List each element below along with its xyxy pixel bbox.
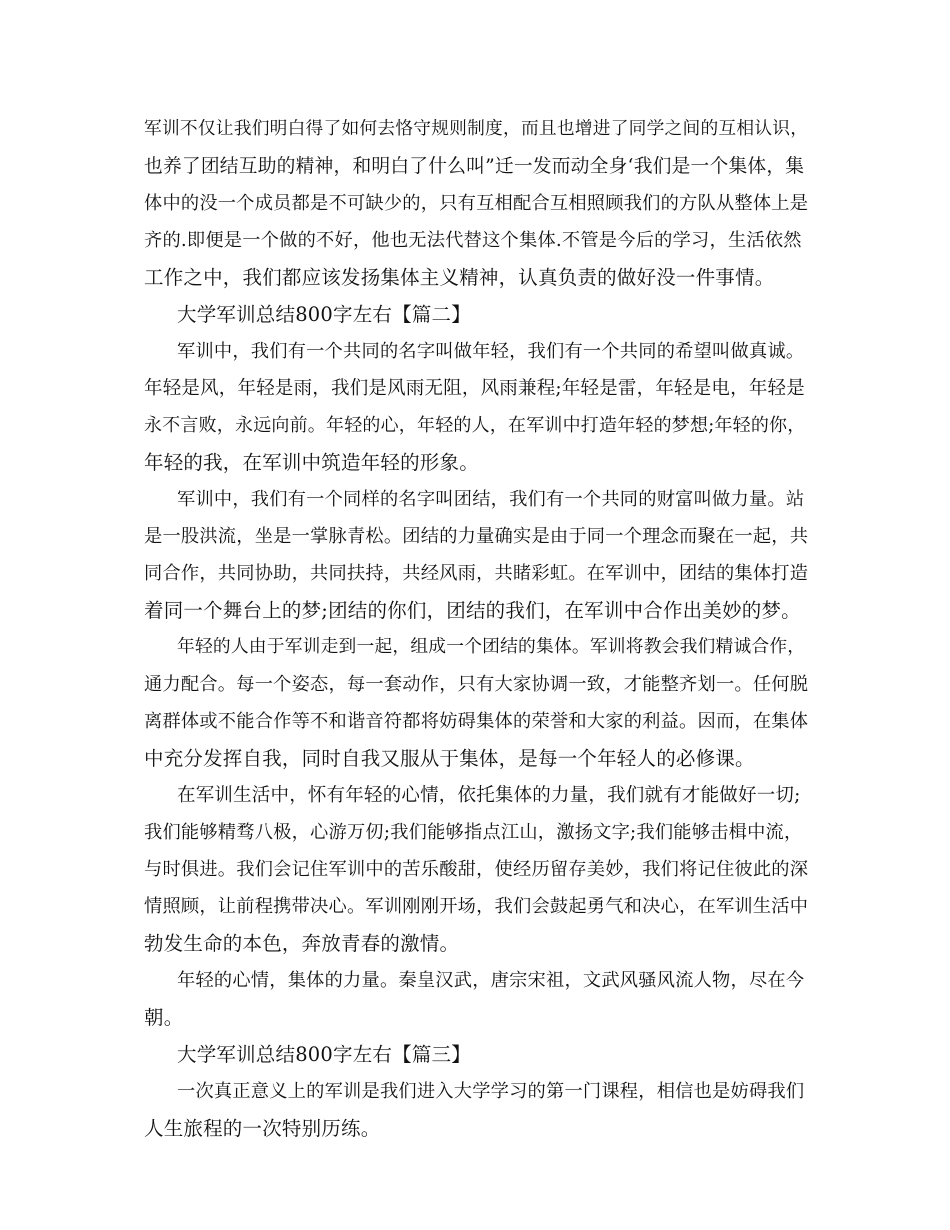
paragraph-line: 年轻的人由于军训走到一起，组成一个团结的集体。军训将教会我们精诚合作， (177, 637, 806, 657)
paragraph-line: 人生旅程的一次特别历练。 (144, 1117, 381, 1140)
paragraph-line: 军训中，我们有一个同样的名字叫团结，我们有一个共同的财富叫做力量。站 (177, 489, 805, 510)
paragraph-line: 军训中，我们有一个共同的名字叫做年轻，我们有一个共同的希望叫做真诚。 (177, 341, 805, 362)
paragraph-line: 年轻的心情，集体的力量。秦皇汉武，唐宗宋祖，文武风骚风流人物，尽在今 (177, 970, 805, 991)
paragraph-line: 一次真正意义上的军训是我们进入大学学习的第一门课程，相信也是妨碍我们 (177, 1081, 805, 1102)
paragraph-line: 齐的.即便是一个做的不好，他也无法代替这个集体.不管是今后的学习，生活依然 (144, 230, 802, 251)
paragraph-line: 工作之中，我们都应该发扬集体主义精神，认真负责的做好没一件事情。 (144, 266, 775, 289)
paragraph-line: 年轻的我，在军训中筑造年轻的形象。 (144, 451, 479, 474)
paragraph-line: 勃发生命的本色，奔放青春的激情。 (144, 932, 460, 955)
paragraph-line: 着同一个舞台上的梦;团结的你们，团结的我们，在军训中合作出美妙的梦。 (144, 599, 801, 622)
paragraph-line: 是一股洪流，坐是一掌脉青松。团结的力量确实是由于同一个理念而聚在一起，共 (144, 526, 809, 547)
paragraph-line: 体中的没一个成员都是不可缺少的，只有互相配合互相照顾我们的方队从整体上是 (144, 193, 809, 214)
paragraph-line: 离群体或不能合作等不和谐音符都将妨碍集体的荣誉和大家的利益。因而，在集体 (144, 711, 809, 732)
paragraph-line: 我们能够精骛八极，心游万仞;我们能够指点江山，激扬文字;我们能够击楫中流， (144, 822, 803, 843)
paragraph-line: 中充分发挥自我，同时自我又服从于集体，是每一个年轻人的必修课。 (144, 747, 755, 770)
paragraph-line: 在军训生活中，怀有年轻的心情，依托集体的力量，我们就有才能做好一切; (177, 785, 801, 806)
paragraph-line: 也养了团结互助的精神，和明白了什么叫”迁一发而动全身‘我们是一个集体，集 (144, 156, 805, 177)
paragraph-line: 通力配合。每一个姿态，每一套动作，只有大家协调一致，才能整齐划一。任何脱 (144, 674, 809, 695)
section-heading: 大学军训总结800字左右【篇二】 (177, 303, 471, 326)
section-heading: 大学军训总结800字左右【篇三】 (177, 1043, 471, 1066)
paragraph-line: 年轻是风，年轻是雨，我们是风雨无阻，风雨兼程;年轻是雷，年轻是电，年轻是 (144, 378, 805, 399)
paragraph-line: 情照顾，让前程携带决心。军训刚刚开场，我们会鼓起勇气和决心，在军训生活中 (144, 896, 809, 917)
paragraph-line: 同合作，共同协助，共同扶持，共经风雨，共睹彩虹。在军训中，团结的集体打造 (144, 563, 809, 584)
paragraph-line: 与时俱进。我们会记住军训中的苦乐酸甜，使经历留存美妙，我们将记住彼此的深 (144, 859, 809, 880)
paragraph-line: 朝。 (144, 1006, 184, 1029)
paragraph-line: 永不言败，永远向前。年轻的心，年轻的人，在军训中打造年轻的梦想;年轻的你， (144, 415, 806, 436)
paragraph-line: 军训不仅让我们明白得了如何去恪守规则制度，而且也增进了同学之间的互相认识， (144, 119, 809, 139)
